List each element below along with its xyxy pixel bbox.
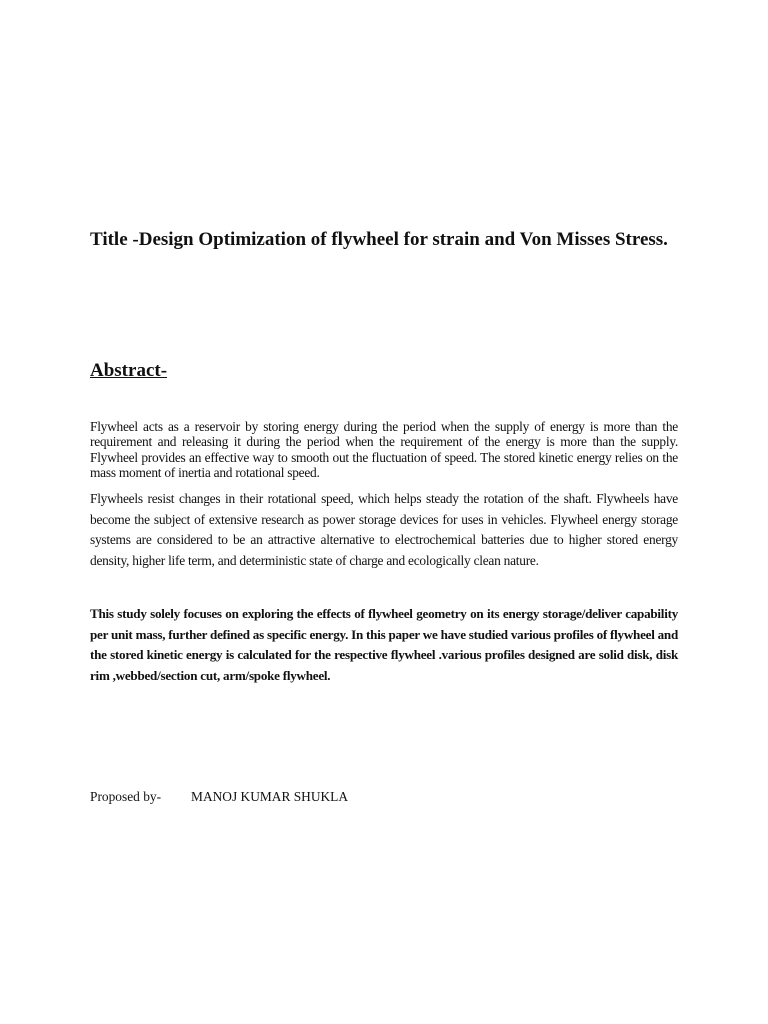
abstract-paragraph-2: Flywheels resist changes in their rotational speed, which helps steady the rotation of the shaft. Flywheels have become the subject of extensive research as power storage devices for uses in vehicles. Flywheel energy storage systems are considered to be an attractive alternative to electrochemical batteries due to higher stored energy density, higher life term, and deterministic state of charge and ecologically clean nature. (90, 491, 678, 568)
abstract-heading: Abstract- (90, 360, 168, 381)
author-name: MANOJ KUMAR SHUKLA (191, 789, 349, 804)
author-line (90, 787, 348, 807)
document-title: Title -Design Optimization of flywheel for strain and Von Misses Stress. (90, 229, 668, 250)
author-label: Proposed by- (90, 789, 162, 804)
abstract-paragraph-3: This study solely focuses on exploring the effects of flywheel geometry on its energy storage/deliver capability per unit mass, further defined as specific energy. In this paper we have studied various profiles of flywheel and the stored kinetic energy is calculated for the respective flywheel .various profiles designed are solid disk, disk rim ,webbed/section cut, arm/spoke flywheel. (90, 606, 678, 683)
abstract-paragraph-1: Flywheel acts as a reservoir by storing energy during the period when the supply of energy is more than the requirement and releasing it during the period when the requirement of the energy is more than the supply. Flywheel provides an effective way to smooth out the fluctuation of speed. The stored kinetic energy relies on the mass moment of inertia and rotational speed. (90, 419, 678, 481)
